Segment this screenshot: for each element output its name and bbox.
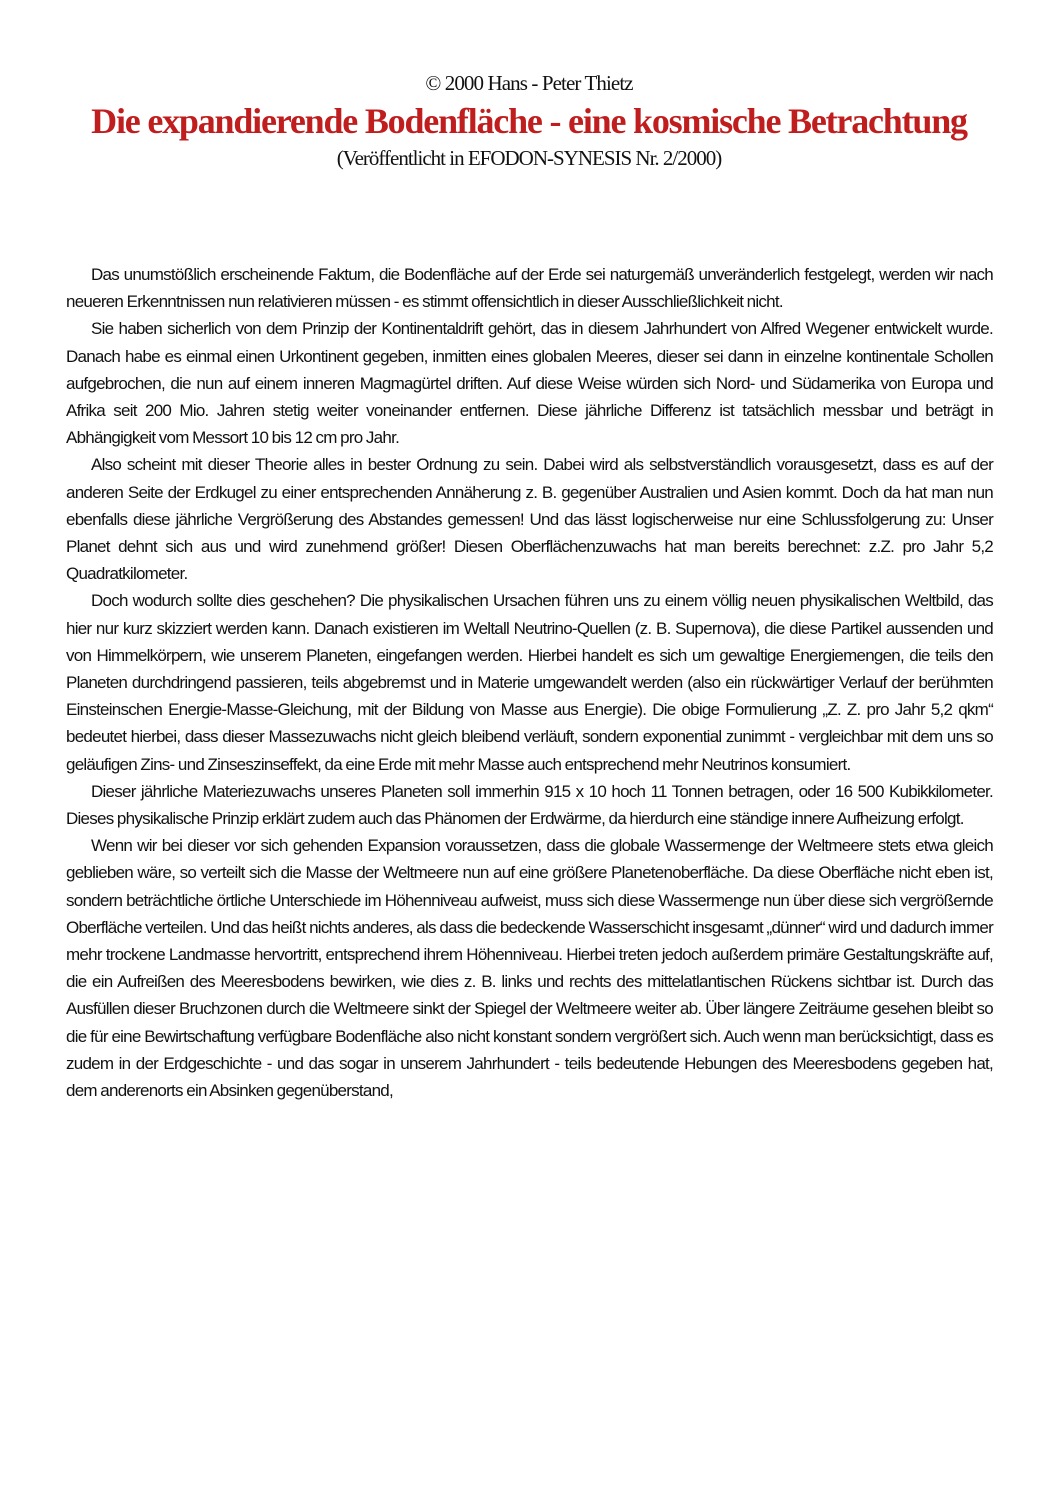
paragraph-5: Dieser jährliche Materiezuwachs unseres Planeten soll immerhin 915 x 10 hoch 11 Tonnen betragen, oder 16 500 Kubikkilometer. Dieses physikalische Prinzip erklärt zudem auch das Phänomen der Erdwärme, da hierdurch eine ständige innere Aufheizung erfolgt. (66, 781, 993, 829)
article-body (66, 261, 993, 1104)
publication-note: (Veröffentlicht in EFODON-SYNESIS Nr. 2/2000) (336, 146, 722, 170)
document-header (60, 70, 998, 171)
copyright-line: © 2000 Hans - Peter Thietz (425, 71, 633, 95)
paragraph-4: Doch wodurch sollte dies geschehen? Die physikalischen Ursachen führen uns zu einem völlig neuen physikalischen Weltbild, das hier nur kurz skizziert werden kann. Danach existieren im Weltall Neutrino-Quellen (z. B. Supernova), die diese Partikel aussenden und von Himmelkörpern, wie unserem Planeten, eingefangen werden. Hierbei handelt es sich um gewaltige Energiemengen, die teils den Planeten durchdringend passieren, teils abgebremst und in Materie umgewandelt werden (also ein rückwärtiger Verlauf der berühmten Einsteinschen Energie-Masse-Gleichung, mit der Bildung von Masse aus Energie). Die obige Formulierung „Z. Z. pro Jahr 5,2 qkm“ bedeutet hierbei, dass dieser Massezuwachs nicht gleich bleibend verläuft, sondern exponential zunimmt - vergleichbar mit dem uns so geläufigen Zins- und Zinseszinseffekt, da eine Erde mit mehr Masse auch entsprechend mehr Neutrinos konsumiert. (66, 591, 993, 774)
paragraph-2: Sie haben sicherlich von dem Prinzip der Kontinentaldrift gehört, das in diesem Jahrhundert von Alfred Wegener entwickelt wurde. Danach habe es einmal einen Urkontinent gegeben, inmitten eines globalen Meeres, dieser sei dann in einzelne kontinentale Schollen aufgebrochen, die nun auf einem inneren Magmagürtel driften. Auf diese Weise würden sich Nord- und Südamerika von Europa und Afrika seit 200 Mio. Jahren stetig weiter voneinander entfernen. Diese jährliche Differenz ist tatsächlich messbar und beträgt in Abhängigkeit vom Messort 10 bis 12 cm pro Jahr. (66, 319, 993, 448)
document-title: Die expandierende Bodenfläche - eine kosmische Betrachtung (91, 101, 967, 141)
paragraph-6: Wenn wir bei dieser vor sich gehenden Expansion voraussetzen, dass die globale Wassermenge der Weltmeere stets etwa gleich geblieben wäre, so verteilt sich die Masse der Weltmeere nun auf eine größere Planetenoberfläche. Da diese Oberfläche nicht eben ist, sondern beträchtliche örtliche Unterschiede im Höhenniveau aufweist, muss sich diese Wassermenge nun über diese sich vergrößernde Oberfläche verteilen. Und das heißt nichts anderes, als dass die bedeckende Wasserschicht insgesamt „dünner“ wird und dadurch immer mehr trockene Landmasse hervortritt, entsprechend ihrem Höhenniveau. Hierbei treten jedoch außerdem primäre Gestaltungskräfte auf, die ein Aufreißen des Meeresbodens bewirken, wie dies z. B. links und rechts des mittelatlantischen Rückens sichtbar ist. Durch das Ausfüllen dieser Bruchzonen durch die Weltmeere sinkt der Spiegel der Weltmeere weiter ab. Über längere Zeiträume gesehen bleibt so die für eine Bewirtschaftung verfügbare Bodenfläche also nicht konstant sondern vergrößert sich. Auch wenn man berücksichtigt, dass es zudem in der Erdgeschichte - und das sogar in unserem Jahrhundert - teils bedeutende Hebungen des Meeresbodens gegeben hat, dem anderenorts ein Absinken gegenüberstand, (66, 836, 993, 1101)
paragraph-1: Das unumstößlich erscheinende Faktum, die Bodenfläche auf der Erde sei naturgemäß unveränderlich festgelegt, werden wir nach neueren Erkenntnissen nun relativieren müssen - es stimmt offensichtlich in dieser Ausschließlichkeit nicht. (66, 265, 993, 312)
paragraph-3: Also scheint mit dieser Theorie alles in bester Ordnung zu sein. Dabei wird als selbstverständlich vorausgesetzt, dass es auf der anderen Seite der Erdkugel zu einer entsprechenden Annäherung z. B. gegenüber Australien und Asien kommt. Doch da hat man nun ebenfalls diese jährliche Vergrößerung des Abstandes gemessen! Und das lässt logischerweise nur eine Schlussfolgerung zu: Unser Planet dehnt sich aus und wird zunehmend größer! Diesen Oberflächenzuwachs hat man bereits berechnet: z.Z. pro Jahr 5,2 Quadratkilometer. (66, 455, 993, 584)
